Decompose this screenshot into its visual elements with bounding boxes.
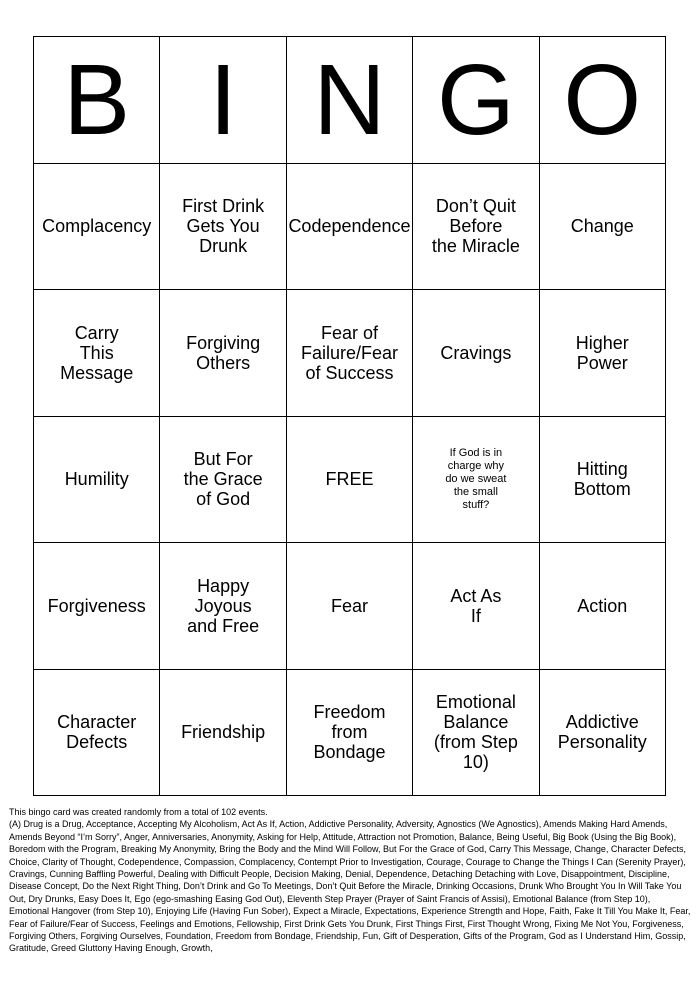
bingo-cell: Don’t Quit Before the Miracle [413, 164, 539, 291]
bingo-cell: Act As If [413, 543, 539, 670]
header-letter-b: B [34, 37, 160, 164]
bingo-cell: Change [540, 164, 666, 291]
bingo-cell: Higher Power [540, 290, 666, 417]
bingo-cell: Forgiving Others [160, 290, 286, 417]
footer-event-list: (A) Drug is a Drug, Acceptance, Accepting My Alcoholism, Act As If, Action, Addictive Personality, Adversity, Agnostics (We Agnostics), Amends Making Hard Amends, Amends Beyond “I’m Sorry”, Anger, Anniversaries, Anonymity, Asking for Help, Attitude, Attraction not Promotion, Balance, Being Useful, Big Book (Using the Big Book), Boredom with the Program, Breaking My Anonymity, Bring the Body and the Mind Will Follow, But For the Grace of God, Carry This Message, Change, Character Defects, Choice, Clarity of Thought, Codependence, Compassion, Complacency, Contempt Prior to Investigation, Courage, Courage to Change the Things I Can (Serenity Prayer), Cravings, Cunning Baffling Powerful, Dealing with Difficult People, Decision Making, Denial, Dependence, Detaching Detaching with Love, Disappointment, Discipline, Disease Concept, Do the Next Right Thing, Don’t Drink and Go To Meetings, Don’t Quit Before the Miracle, Drinking Occasions, Drunk Who Brought You In Will Take You Out, Dry Drunks, Easy Does It, Ego (ego-smashing Easing God Out), Eleventh Step Prayer (Prayer of Saint Francis of Assisi), Emotional Balance (from Step 10), Emotional Hangover (from Step 10), Enjoying Life (Having Fun Sober), Expect a Miracle, Expectations, Experience Strength and Hope, Faith, Fake It Till You Make It, Fear, Fear of Failure/Fear of Success, Feelings and Emotions, Fellowship, First Drink Gets You Drunk, First Things First, First Thought Wrong, Fixing Me Not You, Forgiveness, Forgiving Others, Forgiving Ourselves, Foundation, Freedom from Bondage, Friendship, Fun, Gift of Desperation, Gifts of the Program, God as I Understand Him, Gossip, Gratitude, Greed Gluttony Having Enough, Growth, [9, 819, 691, 954]
bingo-cell: Codependence [287, 164, 413, 291]
bingo-cell: Emotional Balance (from Step 10) [413, 670, 539, 797]
header-letter-g: G [413, 37, 539, 164]
bingo-cell: Carry This Message [34, 290, 160, 417]
free-cell: FREE [287, 417, 413, 544]
bingo-cell: Cravings [413, 290, 539, 417]
bingo-card [33, 36, 666, 796]
bingo-cell: Addictive Personality [540, 670, 666, 797]
header-letter-i: I [160, 37, 286, 164]
bingo-cell: Action [540, 543, 666, 670]
event-list-footer [9, 806, 691, 955]
header-letter-n: N [287, 37, 413, 164]
header-letter-o: O [540, 37, 666, 164]
bingo-cell: Friendship [160, 670, 286, 797]
bingo-cell: Character Defects [34, 670, 160, 797]
bingo-cell: Happy Joyous and Free [160, 543, 286, 670]
bingo-cell: Humility [34, 417, 160, 544]
bingo-cell: First Drink Gets You Drunk [160, 164, 286, 291]
bingo-cell: Freedom from Bondage [287, 670, 413, 797]
bingo-cell: If God is in charge why do we sweat the small stuff? [413, 417, 539, 544]
footer-summary: This bingo card was created randomly from a total of 102 events. [9, 807, 268, 817]
bingo-cell: Forgiveness [34, 543, 160, 670]
bingo-cell: But For the Grace of God [160, 417, 286, 544]
bingo-cell: Fear of Failure/Fear of Success [287, 290, 413, 417]
bingo-cell: Complacency [34, 164, 160, 291]
bingo-cell: Hitting Bottom [540, 417, 666, 544]
bingo-cell: Fear [287, 543, 413, 670]
